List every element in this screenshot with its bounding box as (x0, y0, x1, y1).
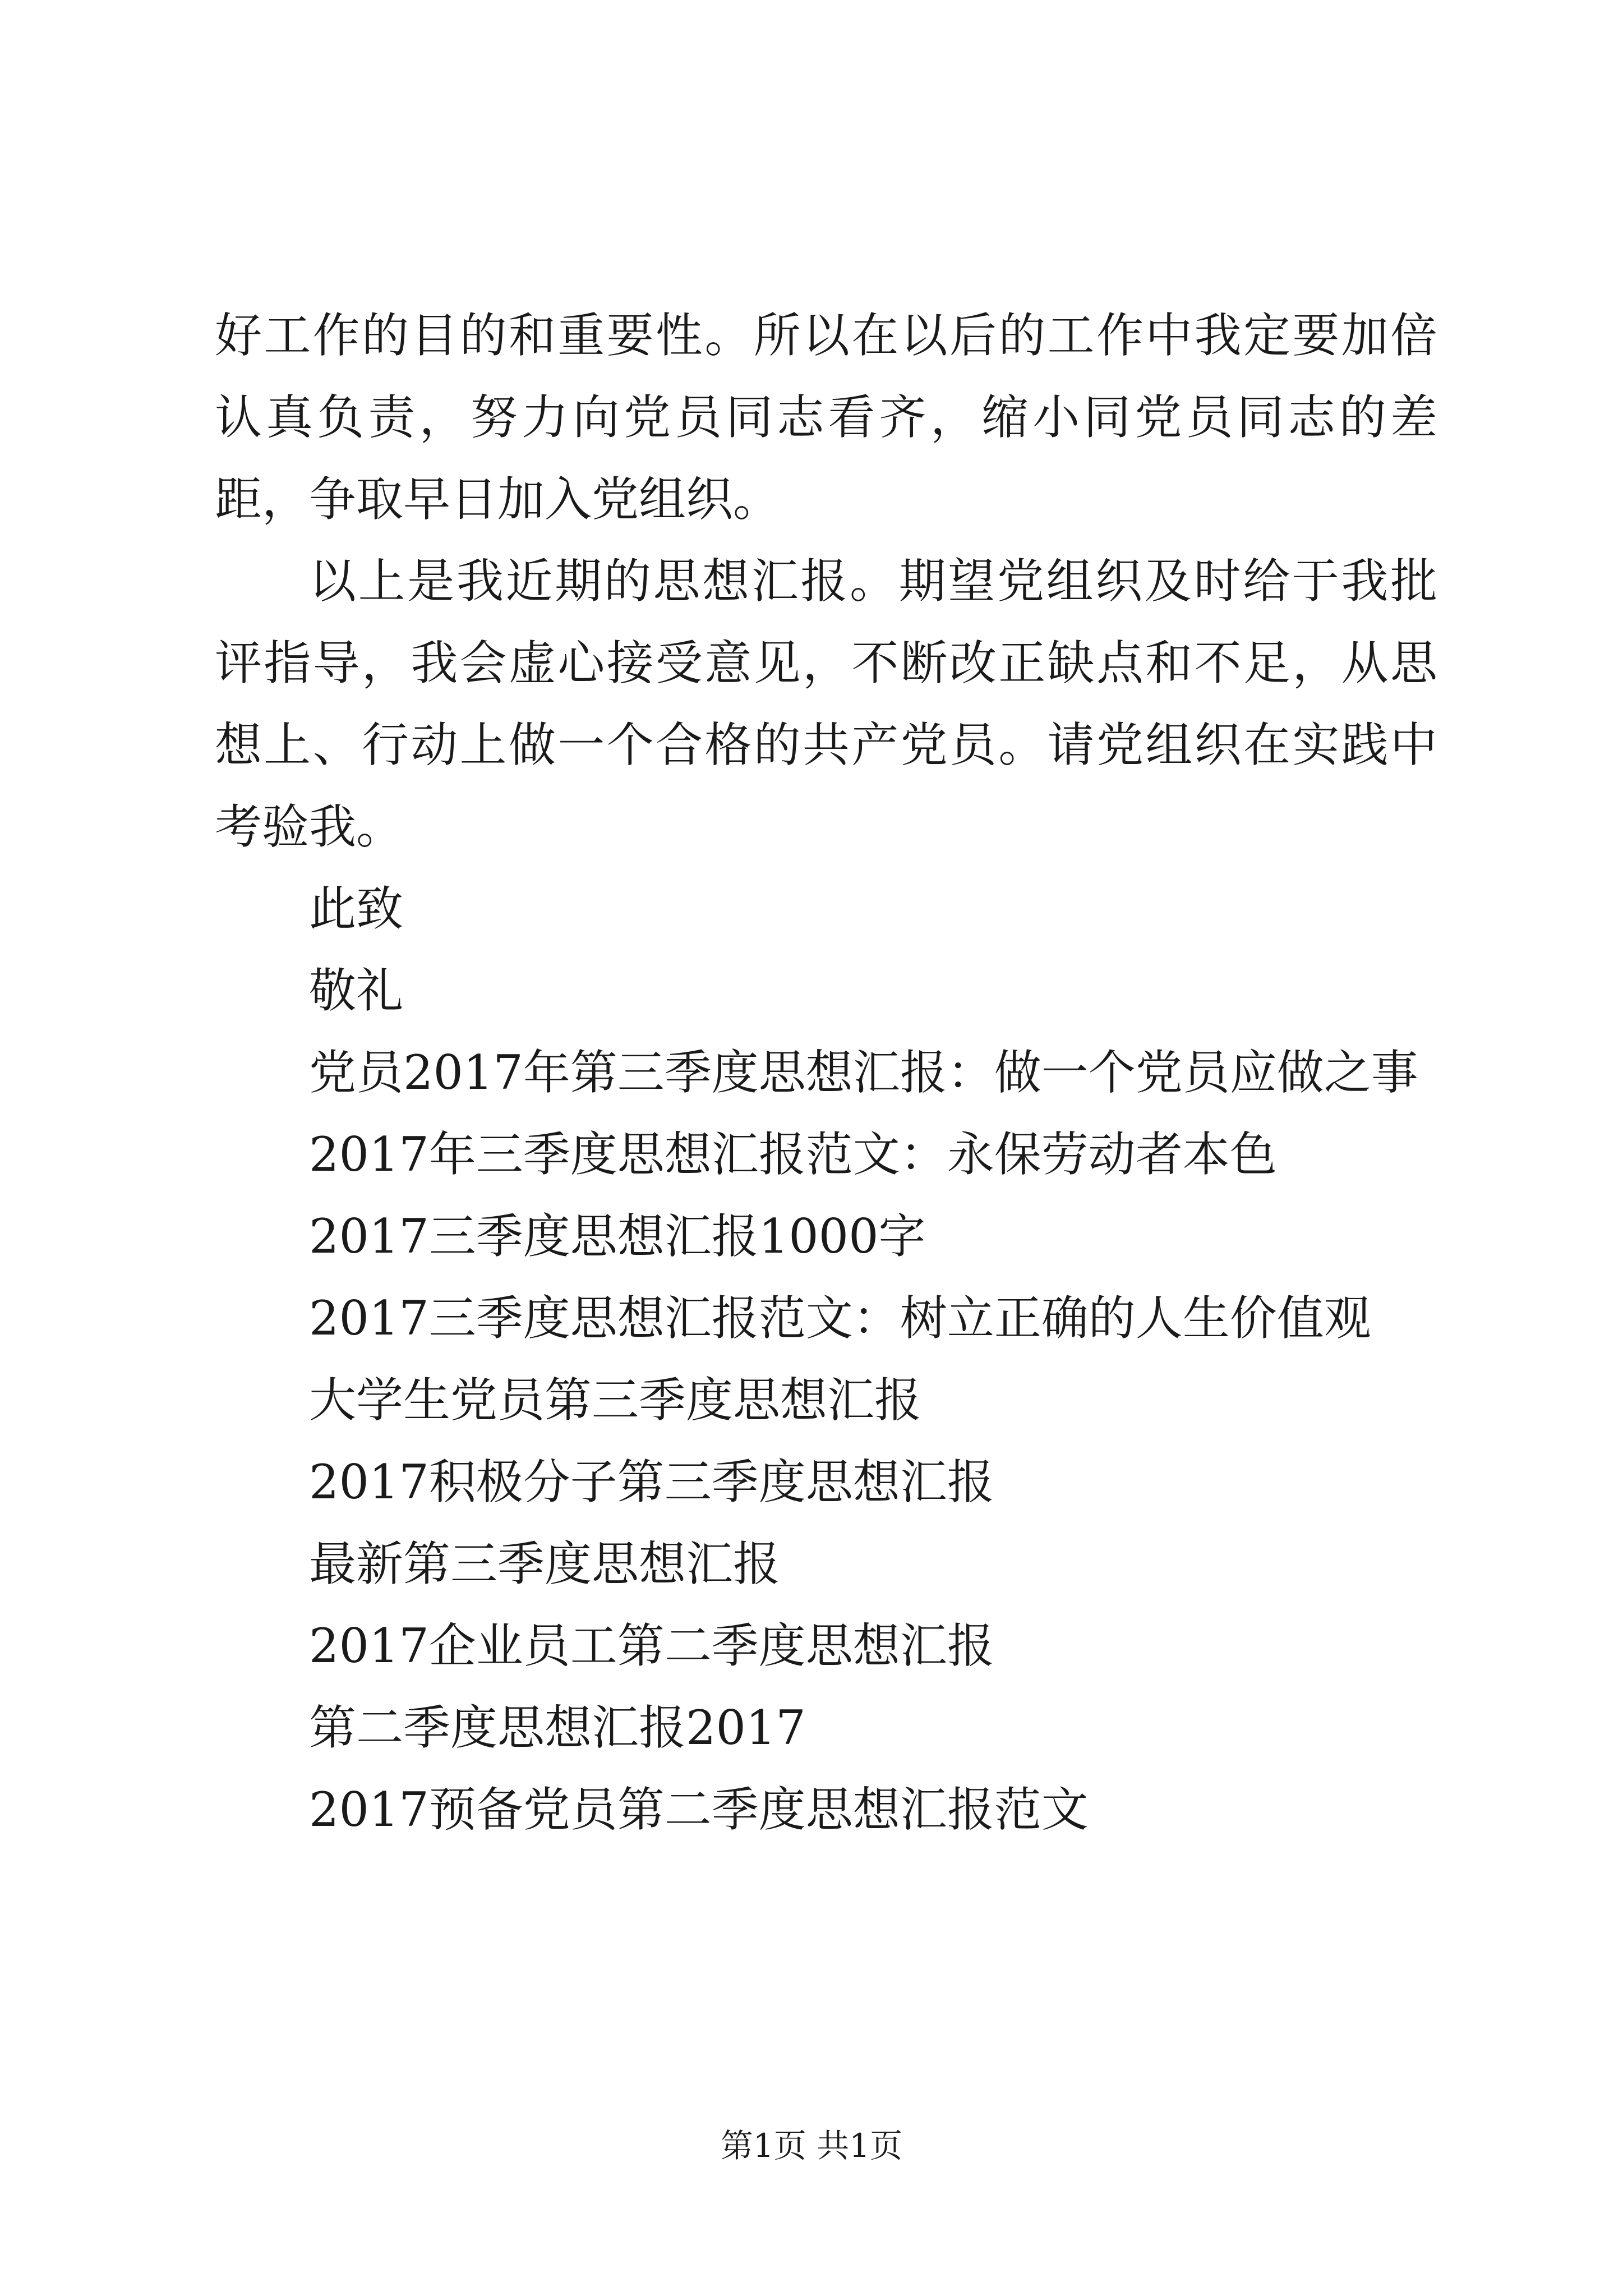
closing-salutation: 此致 (309, 881, 404, 936)
related-title: 2017年三季度思想汇报范文：永保劳动者本色 (309, 1127, 1277, 1182)
related-title: 党员2017年第三季度思想汇报：做一个党员应做之事 (309, 1045, 1418, 1100)
closing-regards: 敬礼 (309, 963, 404, 1018)
related-title: 2017积极分子第三季度思想汇报 (309, 1455, 994, 1510)
related-title: 2017企业员工第二季度思想汇报 (309, 1618, 994, 1673)
related-title: 2017三季度思想汇报1000字 (309, 1209, 926, 1264)
paragraph-continuation: 好工作的目的和重要性。所以在以后的工作中我定要加倍认真负责，努力向党员同志看齐，缩小同党员同志的差距，争取早日加入党组织。 (215, 308, 1437, 527)
related-title: 大学生党员第三季度思想汇报 (309, 1373, 922, 1428)
page-footer: 第1页 共1页 (720, 2127, 903, 2165)
related-title: 2017三季度思想汇报范文：树立正确的人生价值观 (309, 1291, 1371, 1346)
related-title: 第二季度思想汇报2017 (309, 1700, 806, 1755)
related-title: 2017预备党员第二季度思想汇报范文 (309, 1782, 1089, 1837)
document-body (215, 295, 1437, 1851)
paragraph-summary: 以上是我近期的思想汇报。期望党组织及时给于我批评指导，我会虚心接受意见，不断改正缺点和不足，从思想上、行动上做一个合格的共产党员。请党组织在实践中考验我。 (215, 554, 1437, 854)
related-title: 最新第三季度思想汇报 (309, 1536, 781, 1591)
